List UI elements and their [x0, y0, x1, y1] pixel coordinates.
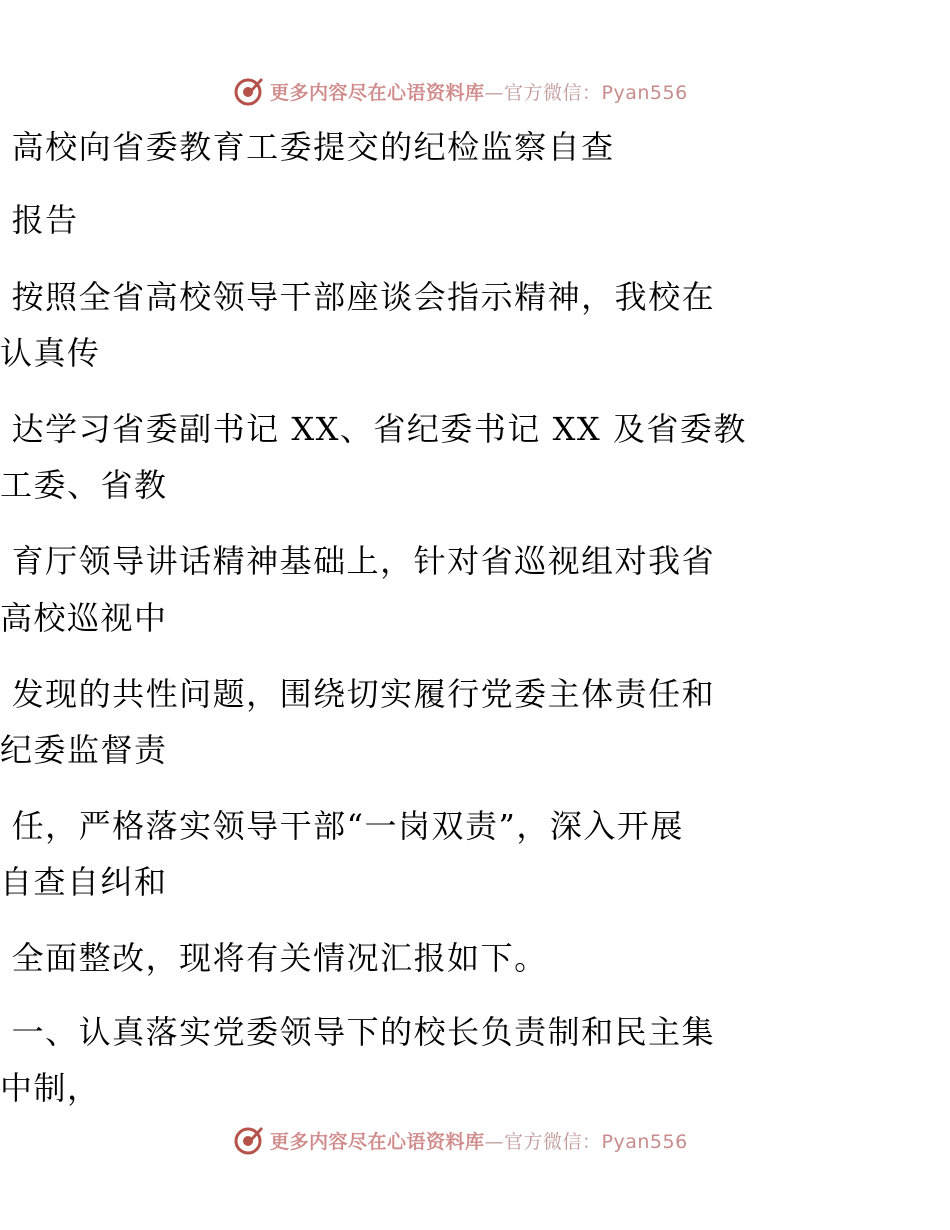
paragraph-line: 达学习省委副书记 XX、省纪委书记 XX 及省委教 — [0, 410, 747, 448]
pen-nib-circle-icon — [232, 75, 264, 107]
paragraph-line: 认真传 — [0, 334, 101, 372]
watermark-dash: — — [484, 1130, 505, 1153]
paragraph-line: 任，严格落实领导干部“一岗双责”，深入开展 — [0, 807, 684, 845]
paragraph-line: 纪委监督责 — [0, 731, 168, 769]
paragraph-line: 自查自纠和 — [0, 863, 168, 901]
header-watermark — [232, 74, 688, 108]
paragraph-line: 按照全省高校领导干部座谈会指示精神，我校在 — [0, 278, 716, 316]
section-heading-line: 一、认真落实党委领导下的校长负责制和民主集 — [0, 1013, 716, 1051]
section-heading-line: 中制， — [0, 1069, 101, 1107]
watermark-wechat-label: 官方微信： — [504, 1130, 602, 1153]
watermark-wechat-label: 官方微信： — [504, 81, 602, 104]
paragraph-line: 育厅领导讲话精神基础上，针对省巡视组对我省 — [0, 542, 716, 580]
paragraph-line: 工委、省教 — [0, 466, 168, 504]
paragraph-line: 高校巡视中 — [0, 599, 168, 637]
document-title-line-2: 报告 — [0, 201, 79, 239]
watermark-wechat-id: Pyan556 — [601, 1130, 688, 1153]
watermark-text — [270, 1127, 688, 1154]
watermark-brand: 更多内容尽在心语资料库 — [270, 1130, 485, 1153]
footer-watermark — [232, 1123, 688, 1157]
document-title-line-1: 高校向省委教育工委提交的纪检监察自查 — [0, 128, 615, 166]
watermark-dash: — — [484, 81, 505, 104]
watermark-wechat-id: Pyan556 — [601, 81, 688, 104]
pen-nib-circle-icon — [232, 1124, 264, 1156]
watermark-text — [270, 78, 688, 105]
paragraph-line: 发现的共性问题，围绕切实履行党委主体责任和 — [0, 675, 716, 713]
watermark-brand: 更多内容尽在心语资料库 — [270, 81, 485, 104]
paragraph-line: 全面整改，现将有关情况汇报如下。 — [0, 939, 548, 977]
